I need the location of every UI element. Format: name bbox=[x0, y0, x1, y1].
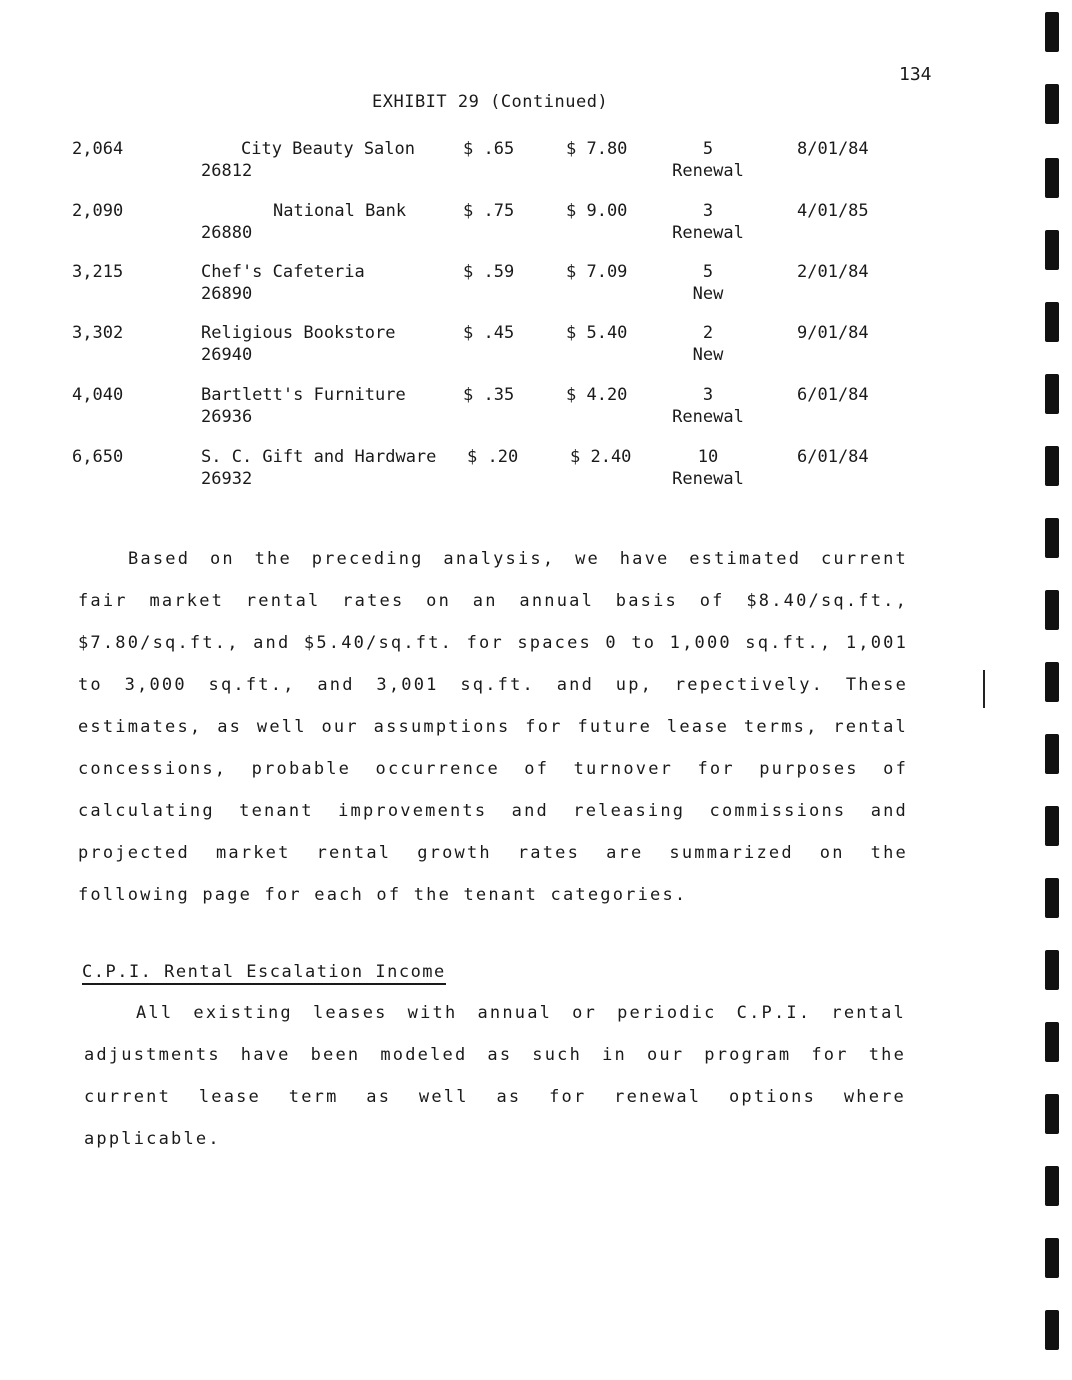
tenant-code: 26940 bbox=[201, 345, 253, 365]
tenant-cell bbox=[201, 384, 406, 428]
term-cell bbox=[672, 322, 744, 366]
binding-mark bbox=[1045, 158, 1059, 198]
monthly-rate-cell: $ .65 bbox=[463, 139, 515, 159]
binding-mark bbox=[1045, 374, 1059, 414]
binding-mark bbox=[1045, 518, 1059, 558]
binding-mark bbox=[1045, 662, 1059, 702]
term-years: 2 bbox=[702, 323, 714, 343]
tenant-cell bbox=[201, 138, 415, 182]
sqft-cell: 2,090 bbox=[72, 201, 124, 221]
sqft-cell: 4,040 bbox=[72, 385, 124, 405]
monthly-rate-cell: $ .75 bbox=[463, 201, 515, 221]
annual-rate-cell: $ 9.00 bbox=[566, 201, 628, 221]
tenant-cell bbox=[201, 200, 406, 244]
tenant-cell bbox=[201, 446, 436, 490]
tenant-cell bbox=[201, 261, 365, 305]
monthly-rate-cell: $ .45 bbox=[463, 323, 515, 343]
date-cell: 2/01/84 bbox=[797, 262, 869, 282]
binding-mark bbox=[1045, 230, 1059, 270]
date-cell: 8/01/84 bbox=[797, 139, 869, 159]
binding-mark bbox=[1045, 806, 1059, 846]
term-years: 10 bbox=[697, 447, 719, 467]
binding-mark bbox=[1045, 950, 1059, 990]
date-cell: 6/01/84 bbox=[797, 385, 869, 405]
term-years: 3 bbox=[702, 201, 714, 221]
tenant-code: 26890 bbox=[201, 284, 253, 304]
binding-mark bbox=[1045, 878, 1059, 918]
lease-type: Renewal bbox=[672, 161, 744, 181]
sqft-cell: 3,302 bbox=[72, 323, 124, 343]
binding-mark bbox=[1045, 1166, 1059, 1206]
term-cell bbox=[672, 138, 744, 182]
tenant-code: 26932 bbox=[201, 469, 253, 489]
tenant-name: Chef's Cafeteria bbox=[201, 262, 365, 282]
sqft-cell: 6,650 bbox=[72, 447, 124, 467]
date-cell: 9/01/84 bbox=[797, 323, 869, 343]
term-cell bbox=[672, 446, 744, 490]
term-years: 5 bbox=[702, 139, 714, 159]
tenant-name: City Beauty Salon bbox=[241, 139, 415, 159]
tenant-name: National Bank bbox=[273, 201, 407, 221]
binding-mark bbox=[1045, 590, 1059, 630]
table-row bbox=[0, 322, 1000, 372]
monthly-rate-cell: $ .59 bbox=[463, 262, 515, 282]
binding-mark bbox=[1045, 302, 1059, 342]
annual-rate-cell: $ 5.40 bbox=[566, 323, 628, 343]
term-cell bbox=[672, 384, 744, 428]
term-cell bbox=[672, 261, 744, 305]
date-cell: 6/01/84 bbox=[797, 447, 869, 467]
analysis-paragraph: Based on the preceding analysis, we have estimated current fair market rental rates on an annual basis of $8.40/sq.ft., $7.80/sq.ft., and $5.40/sq.ft. for spaces 0 to 1,000 sq.ft., 1,001 to 3,000 sq.ft., and 3,001 sq.ft. and up, repectively. These estimates, as well our assumptions for future lease terms, rental concessions, probable occurrence of turnover for purposes of calculating tenant improvements and releasing commissions and projected market rental growth rates are summarized on the following page for each of the tenant categories. bbox=[78, 549, 908, 905]
table-row bbox=[0, 261, 1000, 311]
lease-type: Renewal bbox=[672, 223, 744, 243]
table-row bbox=[0, 200, 1000, 250]
lease-type: New bbox=[692, 345, 724, 365]
binding-mark bbox=[1045, 734, 1059, 774]
table-row bbox=[0, 384, 1000, 434]
binding-mark bbox=[1045, 446, 1059, 486]
page-number: 134 bbox=[899, 64, 932, 85]
tenant-code: 26880 bbox=[201, 223, 253, 243]
monthly-rate-cell: $ .20 bbox=[467, 447, 519, 467]
tenant-code: 26936 bbox=[201, 407, 253, 427]
binding-mark bbox=[1045, 1022, 1059, 1062]
sqft-cell: 3,215 bbox=[72, 262, 124, 282]
lease-type: New bbox=[692, 284, 724, 304]
binding-mark bbox=[1045, 1310, 1059, 1350]
binding-mark bbox=[1045, 84, 1059, 124]
tenant-name: Religious Bookstore bbox=[201, 323, 396, 343]
term-years: 3 bbox=[702, 385, 714, 405]
annual-rate-cell: $ 7.09 bbox=[566, 262, 628, 282]
tenant-name: Bartlett's Furniture bbox=[201, 385, 406, 405]
cpi-paragraph: All existing leases with annual or periodic C.P.I. rental adjustments have been modeled as such in our program for the current lease term as well as for renewal options where applicable. bbox=[84, 1003, 906, 1149]
section-heading: C.P.I. Rental Escalation Income bbox=[82, 962, 446, 985]
table-row bbox=[0, 446, 1000, 496]
tenant-cell bbox=[201, 322, 395, 366]
annual-rate-cell: $ 7.80 bbox=[566, 139, 628, 159]
sqft-cell: 2,064 bbox=[72, 139, 124, 159]
date-cell: 4/01/85 bbox=[797, 201, 869, 221]
term-years: 5 bbox=[702, 262, 714, 282]
annual-rate-cell: $ 4.20 bbox=[566, 385, 628, 405]
monthly-rate-cell: $ .35 bbox=[463, 385, 515, 405]
lease-type: Renewal bbox=[672, 469, 744, 489]
binding-mark bbox=[1045, 12, 1059, 52]
binding-mark bbox=[1045, 1238, 1059, 1278]
tenant-name: S. C. Gift and Hardware bbox=[201, 447, 437, 467]
exhibit-title: EXHIBIT 29 (Continued) bbox=[372, 92, 609, 112]
revision-bar bbox=[983, 670, 985, 708]
term-cell bbox=[672, 200, 744, 244]
binding-mark bbox=[1045, 1094, 1059, 1134]
tenant-code: 26812 bbox=[201, 161, 253, 181]
lease-type: Renewal bbox=[672, 407, 744, 427]
table-row bbox=[0, 138, 1000, 188]
annual-rate-cell: $ 2.40 bbox=[570, 447, 632, 467]
